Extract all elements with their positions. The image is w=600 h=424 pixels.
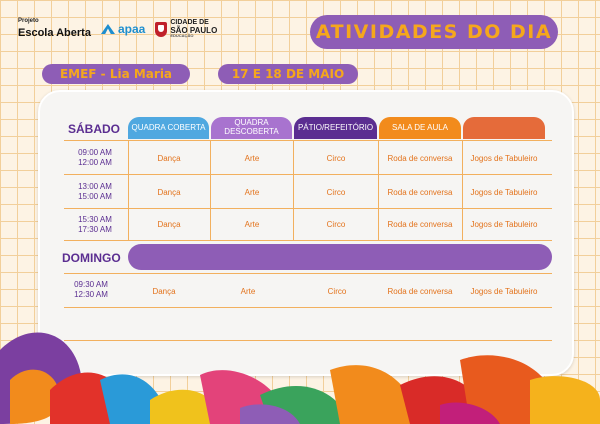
time-end: 17:30 AM xyxy=(78,225,112,235)
sp-line2: SÃO PAULO xyxy=(170,25,218,35)
time-end: 12:30 AM xyxy=(74,290,108,300)
time-start: 09:00 AM xyxy=(78,148,112,157)
logo-escola-aberta-text: Escola Aberta xyxy=(18,27,91,39)
sp-line3: EDUCAÇÃO xyxy=(170,33,194,39)
grid-line xyxy=(64,140,552,141)
grid-line xyxy=(64,208,552,209)
time-start: 09:30 AM xyxy=(74,280,108,289)
activity-cell: Arte xyxy=(244,188,260,197)
sao-paulo-shield-icon xyxy=(155,22,167,37)
time-start: 13:00 AM xyxy=(78,182,112,191)
activity-cell: Dança xyxy=(152,287,176,296)
activity-cell: Roda de conversa xyxy=(387,220,453,229)
activity-cell: Jogos de Tabuleiro xyxy=(470,220,538,229)
sao-paulo-logo xyxy=(155,20,217,38)
day-label-domingo: DOMINGO xyxy=(62,251,121,265)
apaa-icon xyxy=(101,24,115,34)
time-slot xyxy=(70,148,120,169)
activity-cell: Roda de conversa xyxy=(387,287,453,296)
activity-cell: Dança xyxy=(157,188,181,197)
column-header-label: QUADRA DESCOBERTA xyxy=(224,118,279,136)
logo-projeto-text: Projeto xyxy=(18,18,39,24)
time-end: 12:00 AM xyxy=(78,158,112,168)
activity-cell: Jogos de Tabuleiro xyxy=(470,154,538,163)
page-title: ATIVIDADES DO DIA xyxy=(310,15,558,49)
activity-cell: Dança xyxy=(157,154,181,163)
grid-line xyxy=(64,174,552,175)
sp-line1: CIDADE DE xyxy=(170,18,209,26)
activity-cell: Arte xyxy=(244,154,260,163)
activity-cell: Dança xyxy=(157,220,181,229)
activity-cell: Arte xyxy=(240,287,256,296)
column-header-5 xyxy=(463,117,545,139)
column-header-sala-de-aula xyxy=(379,117,461,139)
grid-line xyxy=(64,240,552,241)
school-name-badge: EMEF - Lia Maria xyxy=(42,64,190,84)
date-badge: 17 E 18 DE MAIO xyxy=(218,64,358,84)
activity-cell: Roda de conversa xyxy=(387,154,453,163)
time-slot xyxy=(70,182,120,203)
day-label-sabado: SÁBADO xyxy=(68,122,121,136)
column-header-quadra-coberta xyxy=(128,117,209,139)
header-logos xyxy=(18,18,217,40)
apaa-logo xyxy=(101,22,145,36)
column-header-quadra-descoberta xyxy=(211,117,292,139)
activity-cell: Jogos de Tabuleiro xyxy=(470,287,538,296)
decorative-swirls xyxy=(0,320,600,424)
activity-cell: Circo xyxy=(326,188,346,197)
activity-cell: Jogos de Tabuleiro xyxy=(470,188,538,197)
activity-cell: Circo xyxy=(326,220,346,229)
grid-line xyxy=(64,307,552,308)
activity-cell: Arte xyxy=(244,220,260,229)
time-end: 15:00 AM xyxy=(78,192,112,202)
column-header-label: PÁTIO/REFEITÓRIO xyxy=(297,122,374,132)
time-slot xyxy=(70,215,120,236)
column-header-label: SALA DE AULA xyxy=(391,122,449,132)
apaa-text: apaa xyxy=(117,22,146,36)
time-start: 15:30 AM xyxy=(78,215,112,224)
time-slot xyxy=(66,280,116,301)
column-header-patio xyxy=(294,117,377,139)
activity-cell: Circo xyxy=(327,287,347,296)
grid-line xyxy=(64,273,552,274)
escola-aberta-logo xyxy=(18,18,91,40)
domingo-header-bar xyxy=(128,244,552,270)
activity-cell: Circo xyxy=(326,154,346,163)
column-header-label: QUADRA COBERTA xyxy=(131,122,206,132)
activity-cell: Roda de conversa xyxy=(387,188,453,197)
